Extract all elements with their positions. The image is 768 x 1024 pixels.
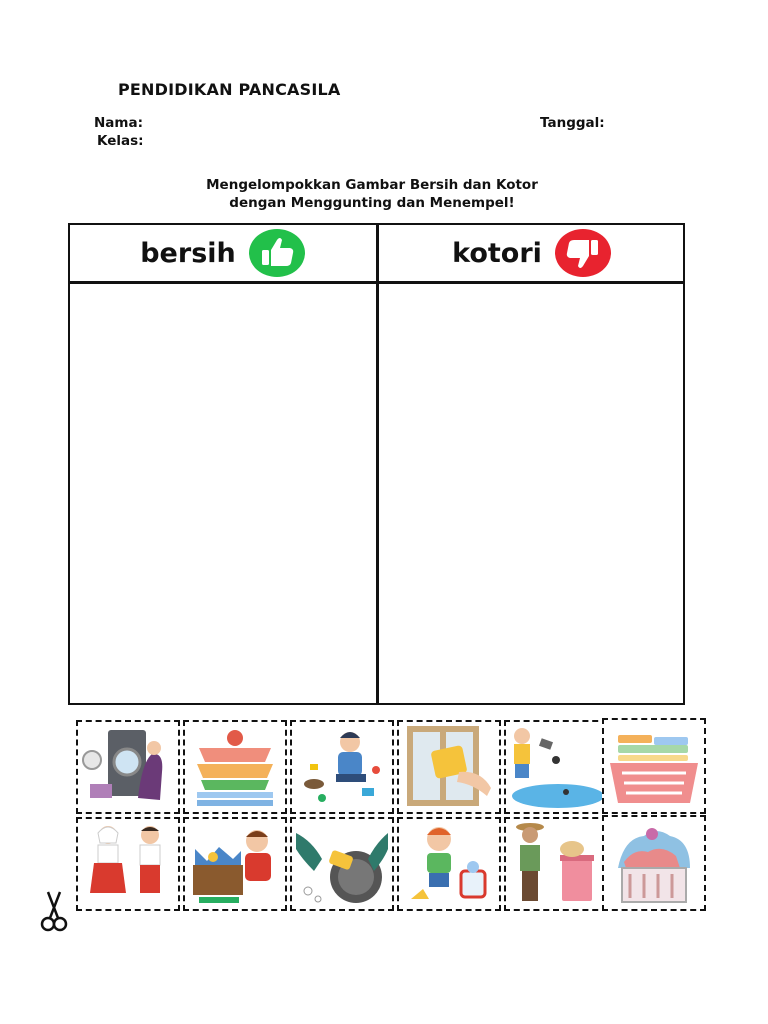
clean-header-label: bersih [140, 237, 236, 269]
throwing-trash-icon [506, 819, 606, 909]
card-window-cleaning[interactable] [397, 720, 501, 814]
dirty-dishes-icon [185, 722, 285, 812]
card-tidy-students[interactable] [76, 817, 180, 911]
card-throwing-trash[interactable] [504, 817, 608, 911]
clean-column-header [70, 225, 376, 281]
clean-drop-area[interactable] [70, 284, 376, 702]
clean-laundry-basket-icon [604, 720, 704, 812]
thumbs-up-icon [248, 228, 306, 278]
dirty-column-header [379, 225, 685, 281]
scissors-icon [38, 890, 70, 934]
instruction-line-2: dengan Menggunting dan Menempel! [229, 195, 515, 211]
washing-dishes-icon [292, 819, 392, 909]
card-dirty-laundry[interactable] [602, 815, 706, 911]
washing-machine-icon [78, 722, 178, 812]
page-title: PENDIDIKAN PANCASILA [118, 80, 341, 99]
card-dirty-dishes[interactable] [183, 720, 287, 814]
date-label: Tanggal: [540, 115, 605, 131]
card-child-cleaning[interactable] [397, 817, 501, 911]
instruction-line-1: Mengelompokkan Gambar Bersih dan Kotor [206, 177, 538, 193]
card-toy-box-child[interactable] [183, 817, 287, 911]
card-washing-machine[interactable] [76, 720, 180, 814]
sorting-table [68, 223, 685, 705]
class-label: Kelas: [97, 133, 144, 149]
card-litter-water[interactable] [504, 720, 608, 814]
dirty-drop-area[interactable] [379, 284, 685, 702]
litter-water-icon [506, 722, 606, 812]
dirty-laundry-pile-icon [604, 817, 704, 909]
card-messy-child[interactable] [290, 720, 394, 814]
messy-child-icon [292, 722, 392, 812]
card-clean-laundry[interactable] [602, 718, 706, 814]
dirty-header-label: kotori [452, 237, 542, 269]
tidy-students-icon [78, 819, 178, 909]
window-cleaning-icon [399, 722, 499, 812]
thumbs-down-icon [554, 228, 612, 278]
cutout-cards [76, 718, 706, 914]
child-cleaning-icon [399, 819, 499, 909]
name-label: Nama: [94, 115, 143, 131]
card-washing-dishes[interactable] [290, 817, 394, 911]
toy-box-child-icon [185, 819, 285, 909]
